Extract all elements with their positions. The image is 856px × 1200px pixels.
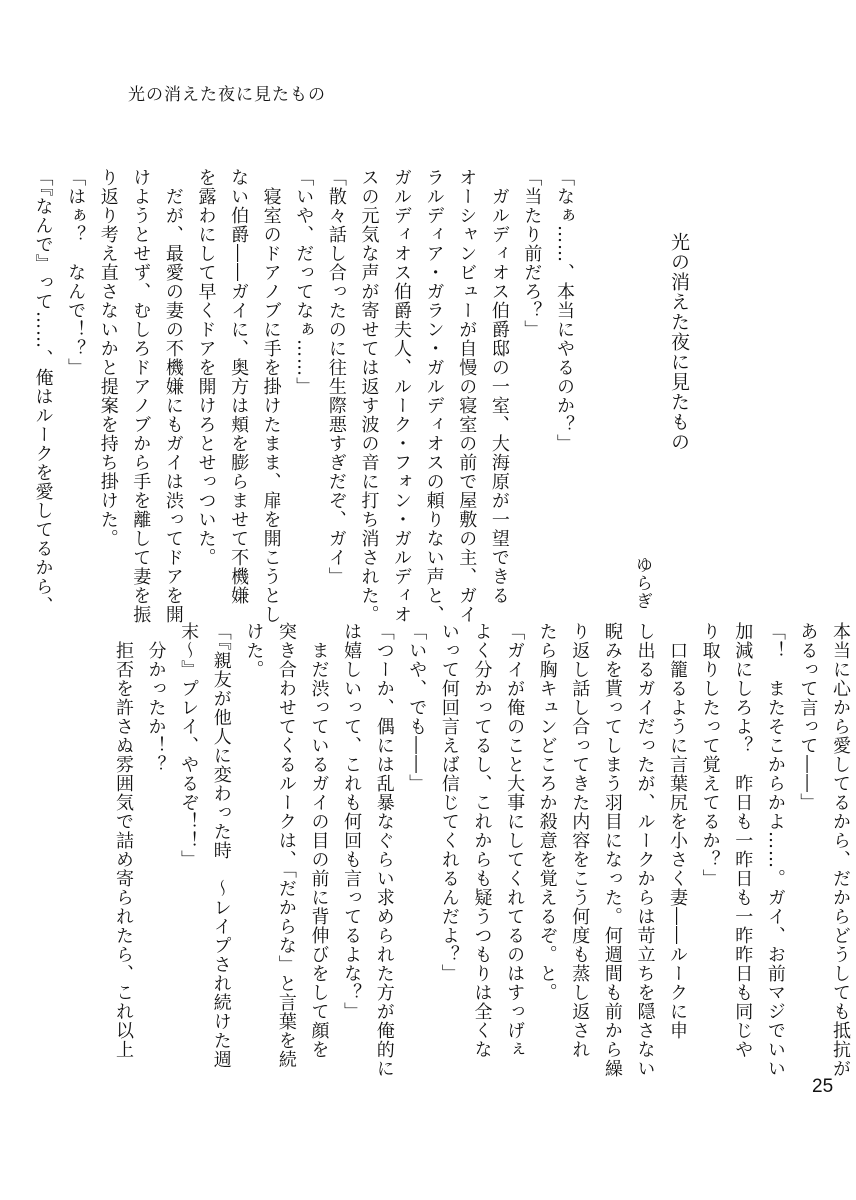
story-title [656, 232, 696, 472]
body-line: 寝室のドアノブに手を掛けたまま、扉を開こうとし [260, 168, 282, 624]
body-line: 「はぁ？ なんで！？」 [65, 168, 87, 377]
body-line: いって何回言えば信じてくれるんだよ？」 [438, 622, 460, 983]
body-line: 「当たり前だろ？」 [521, 168, 543, 339]
body-line: 加減にしろよ？ 昨日も一昨日も一昨昨日も同じや [732, 622, 754, 1059]
story-title-text: 光の消えた夜に見たもの [668, 232, 690, 452]
body-line: ガルディオス伯爵邸の一室、大海原が一望できる [488, 168, 510, 605]
body-line: り返し話し合ってきた内容をこう何度も蒸し返され [569, 622, 591, 1059]
body-line: し出るガイだったが、ルークからは苛立ちを隠さない [634, 622, 656, 1078]
body-line: を露わにして早くドアを開けろとせっついた。 [195, 168, 217, 567]
page-number: 25 [812, 1076, 834, 1097]
body-line: り取りしたって覚えてるか？」 [699, 622, 721, 888]
body-line: たら胸キュンどころか殺意を覚えるぞ。と。 [536, 622, 558, 1002]
body-line: だが、最愛の妻の不機嫌にもガイは渋ってドアを開 [162, 168, 184, 624]
body-upper-text [32, 168, 580, 630]
body-lower-text [112, 622, 856, 1092]
body-line: けようとせず、むしろドアノブから手を離して妻を振 [130, 168, 152, 624]
body-line: よく分かってるし、これからも疑うつもりは全くな [471, 622, 493, 1059]
body-line: 「ガイが俺のこと大事にしてくれてるのはすっげぇ [504, 622, 526, 1059]
body-line: ない伯爵――ガイに、奥方は頬を膨らませて不機嫌 [228, 168, 250, 605]
body-line: り返り考え直さないかと提案を持ち掛けた。 [97, 168, 119, 548]
body-line: けた。 [243, 622, 265, 679]
body-line: は嬉しいって、これも何回も言ってるよな？」 [341, 622, 363, 1021]
body-line: 「『親友が他人に変わった時 ～レイプされ続けた週 [210, 622, 232, 1069]
body-line: 拒否を許さぬ雰囲気で詰め寄られたら、これ以上 [112, 622, 134, 1059]
body-line: まだ渋っているガイの目の前に背伸びをして顔を [308, 622, 330, 1059]
body-line: スの元気な声が寄せては返す波の音に打ち消された。 [358, 168, 380, 624]
body-line: オーシャンビューが自慢の寝室の前で屋敷の主、ガイ [456, 168, 478, 624]
body-line: 「なぁ……、本当にやるのか？」 [554, 168, 575, 453]
body-line: あるって言って――」 [797, 622, 819, 812]
body-line: ラルディア・ガラン・ガルディオスの頼りない声と、 [423, 168, 445, 624]
running-head: 光の消えた夜に見たもの [128, 85, 326, 105]
body-line: 睨みを貰ってしまう羽目になった。何週間も前から繰 [601, 622, 623, 1078]
body-line: 口籠るように言葉尻を小さく妻――ルークに申 [667, 622, 689, 1040]
body-line: 「散々話し合ったのに往生際悪すぎだぞ、ガイ」 [325, 168, 347, 586]
body-line: ガルディオス伯爵夫人、ルーク・フォン・ガルディオ [391, 168, 413, 624]
body-line: 突き合わせてくるルークは、「だからな」と言葉を続 [275, 622, 297, 1069]
story-author-text: ゆらぎ [632, 556, 652, 610]
body-line: 末～』プレイ、やるぞ！！」 [178, 622, 200, 869]
body-line: 本当に心から愛してるから、だからどうしても抵抗が [830, 622, 851, 1078]
body-line: 「！ またそこからかよ……。ガイ、お前マジでいい [764, 622, 786, 1078]
body-line: 分かったか！？ [145, 622, 167, 774]
story-author [626, 556, 656, 616]
body-line: 「いや、だってなぁ……」 [293, 168, 315, 396]
body-line: 「いや、でも――」 [406, 622, 428, 793]
body-line: 「『なんで』って……、俺はルークを愛してるから、 [32, 168, 54, 615]
body-line: 「つーか、偶には乱暴なぐらい求められた方が俺的に [373, 622, 395, 1078]
